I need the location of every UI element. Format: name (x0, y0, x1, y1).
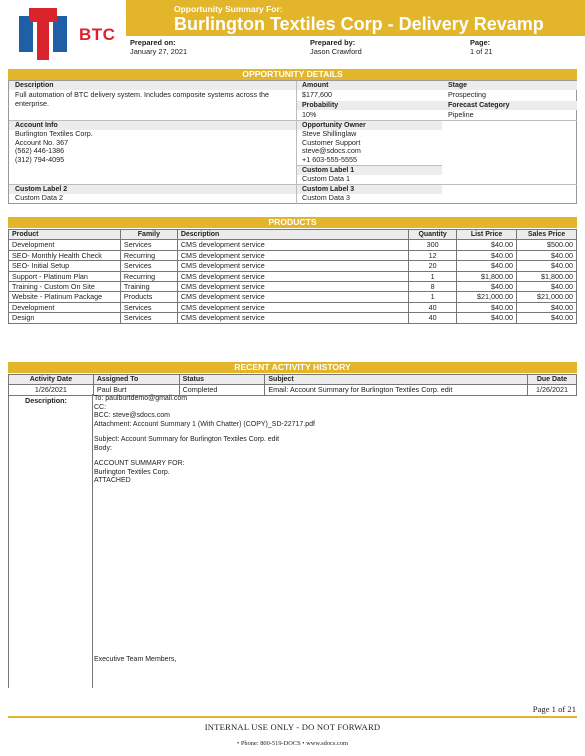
column-header-status: Status (179, 375, 265, 385)
owner-line-3: steve@sdocs.com (302, 146, 361, 156)
table-row (9, 313, 577, 323)
stage-label: Stage (442, 81, 577, 90)
family-cell: Products (120, 292, 177, 302)
list-price-cell: $40.00 (457, 313, 517, 323)
description-line-1: Full automation of BTC delivery system. Includes composite systems across the (15, 90, 270, 99)
list-price-cell: $40.00 (457, 282, 517, 292)
owner-line-1: Steve Shillinglaw (302, 129, 357, 138)
quantity-cell: 40 (409, 302, 457, 312)
subject-cell: Email: Account Summary for Burlington Textiles Corp. edit (265, 385, 528, 395)
divider (9, 120, 577, 121)
amount-value: $177,600 (302, 90, 332, 99)
description-line-2: enterprise. (15, 99, 49, 108)
description-cell: CMS development service (177, 313, 408, 323)
quantity-cell: 8 (409, 282, 457, 292)
product-cell: Support - Platinum Plan (9, 271, 121, 281)
description-text-line: ATTACHED (94, 477, 131, 484)
description-text-line: Executive Team Members, (94, 656, 177, 663)
divider (296, 81, 297, 204)
sales-price-cell: $500.00 (517, 240, 577, 250)
logo-text: BTC (79, 25, 116, 44)
list-price-cell: $40.00 (457, 250, 517, 260)
sales-price-cell: $40.00 (517, 261, 577, 271)
description-cell: CMS development service (177, 292, 408, 302)
custom-data-1: Custom Data 1 (302, 174, 350, 183)
quantity-cell: 20 (409, 261, 457, 271)
column-header-product: Product (9, 230, 121, 240)
column-header-activity-date: Activity Date (9, 375, 94, 385)
sales-price-cell: $1,800.00 (517, 271, 577, 281)
column-header-sales-price: Sales Price (517, 230, 577, 240)
sales-price-cell: $40.00 (517, 250, 577, 260)
sales-price-cell: $21,000.00 (517, 292, 577, 302)
divider (92, 394, 93, 688)
footer-contact: • Phone: 800-519-DOCS • www.sdocs.com (237, 740, 348, 747)
description-text-line: BCC: steve@sdocs.com (94, 412, 170, 419)
description-text-line: CC: (94, 403, 107, 411)
quantity-cell: 300 (409, 240, 457, 250)
custom-label-2: Custom Label 2 (9, 185, 296, 194)
recent-activity-header: RECENT ACTIVITY HISTORY (8, 362, 577, 373)
products-table (8, 229, 577, 324)
account-info-line-2: Account No. 367 (15, 137, 69, 147)
company-logo (13, 8, 116, 62)
custom-data-3: Custom Data 3 (302, 193, 350, 202)
quantity-cell: 40 (409, 313, 457, 323)
opportunity-details-panel (8, 80, 577, 204)
opportunity-owner-label: Opportunity Owner (296, 121, 442, 130)
description-text-line: Body: (94, 444, 112, 452)
table-row (9, 250, 577, 260)
prepared-on-value: January 27, 2021 (130, 47, 188, 56)
family-cell: Recurring (120, 250, 177, 260)
table-row (9, 261, 577, 271)
description-cell: CMS development service (177, 302, 408, 312)
product-cell: Training - Custom On Site (9, 282, 121, 292)
description-cell: CMS development service (177, 240, 408, 250)
table-row (9, 271, 577, 281)
status-cell: Completed (179, 385, 265, 395)
sales-price-cell: $40.00 (517, 282, 577, 292)
activity-description-label: Description: (25, 396, 67, 405)
custom-label-1: Custom Label 1 (296, 166, 442, 175)
product-cell: Design (9, 313, 121, 323)
footer-rule (8, 716, 577, 718)
products-header: PRODUCTS (8, 217, 577, 228)
description-cell: CMS development service (177, 271, 408, 281)
description-label: Description (9, 81, 296, 90)
column-header-family: Family (120, 230, 177, 240)
list-price-cell: $40.00 (457, 240, 517, 250)
product-cell: SEO- Monthly Health Check (9, 250, 121, 260)
divider (9, 184, 577, 185)
probability-label: Probability (296, 101, 442, 110)
list-price-cell: $21,000.00 (457, 292, 517, 302)
column-header-due-date: Due Date (528, 375, 577, 385)
family-cell: Services (120, 240, 177, 250)
description-cell: CMS development service (177, 261, 408, 271)
quantity-cell: 1 (409, 271, 457, 281)
stage-value: Prospecting (448, 90, 486, 99)
page-label: Page: (470, 38, 491, 47)
table-row (9, 240, 577, 250)
page-value: 1 of 21 (470, 47, 493, 56)
account-info-line-1: Burlington Textiles Corp. (15, 129, 93, 138)
account-info-line-3: (562) 446-1386 (15, 146, 65, 156)
sales-price-cell: $40.00 (517, 302, 577, 312)
activity-table (8, 374, 577, 396)
description-text-line: To: paulburtdemo@gmail.com (94, 395, 188, 402)
products-header-row (9, 230, 577, 240)
product-cell: Development (9, 302, 121, 312)
prepared-by-value: Jason Crawford (310, 47, 362, 56)
description-text-line: Attachment: Account Summary 1 (With Chatter) (COPY)_SD-22717.pdf (94, 420, 315, 428)
description-text-line: Burlington Textiles Corp. (94, 468, 170, 476)
due-date-cell: 1/26/2021 (528, 385, 577, 395)
quantity-cell: 12 (409, 250, 457, 260)
btc-logo-icon (19, 8, 67, 60)
description-cell: CMS development service (177, 282, 408, 292)
prepared-on-label: Prepared on: (130, 38, 176, 47)
forecast-category-label: Forecast Category (442, 101, 577, 110)
list-price-cell: $40.00 (457, 302, 517, 312)
account-info-label: Account Info (9, 121, 296, 130)
footer-notice: INTERNAL USE ONLY - DO NOT FORWARD (204, 722, 381, 732)
probability-value: 10% (302, 110, 317, 119)
quantity-cell: 1 (409, 292, 457, 302)
opportunity-details-header: OPPORTUNITY DETAILS (8, 69, 577, 80)
product-cell: Website - Platinum Package (9, 292, 121, 302)
custom-label-3: Custom Label 3 (296, 185, 442, 194)
owner-line-4: +1 603-555-5555 (302, 154, 357, 164)
product-cell: Development (9, 240, 121, 250)
assigned-to-cell: Paul Burt (93, 385, 179, 395)
owner-line-2: Customer Support (302, 137, 361, 147)
column-header-description: Description (177, 230, 408, 240)
family-cell: Training (120, 282, 177, 292)
account-info-line-4: (312) 794-4095 (15, 154, 65, 164)
family-cell: Recurring (120, 271, 177, 281)
family-cell: Services (120, 313, 177, 323)
amount-label: Amount (296, 81, 442, 90)
divider (296, 165, 442, 166)
table-row (9, 292, 577, 302)
column-header-quantity: Quantity (409, 230, 457, 240)
description-text-line: ACCOUNT SUMMARY FOR: (94, 460, 185, 467)
list-price-cell: $40.00 (457, 261, 517, 271)
prepared-by-label: Prepared by: (310, 38, 356, 47)
list-price-cell: $1,800.00 (457, 271, 517, 281)
sales-price-cell: $40.00 (517, 313, 577, 323)
description-text-line: Subject: Account Summary for Burlington Textiles Corp. edit (94, 436, 280, 443)
title-supertitle: Opportunity Summary For: (174, 4, 283, 14)
column-header-list-price: List Price (457, 230, 517, 240)
table-row (9, 302, 577, 312)
product-cell: SEO- Initial Setup (9, 261, 121, 271)
activity-date-cell: 1/26/2021 (9, 385, 94, 395)
custom-data-2: Custom Data 2 (15, 193, 63, 202)
page-title: Burlington Textiles Corp - Delivery Revamp (174, 14, 544, 34)
page-number: Page 1 of 21 (532, 704, 576, 714)
forecast-category-value: Pipeline (448, 110, 474, 119)
activity-header-row (9, 375, 577, 385)
description-cell: CMS development service (177, 250, 408, 260)
table-row (9, 282, 577, 292)
family-cell: Services (120, 261, 177, 271)
column-header-assigned-to: Assigned To (93, 375, 179, 385)
family-cell: Services (120, 302, 177, 312)
column-header-subject: Subject (265, 375, 528, 385)
